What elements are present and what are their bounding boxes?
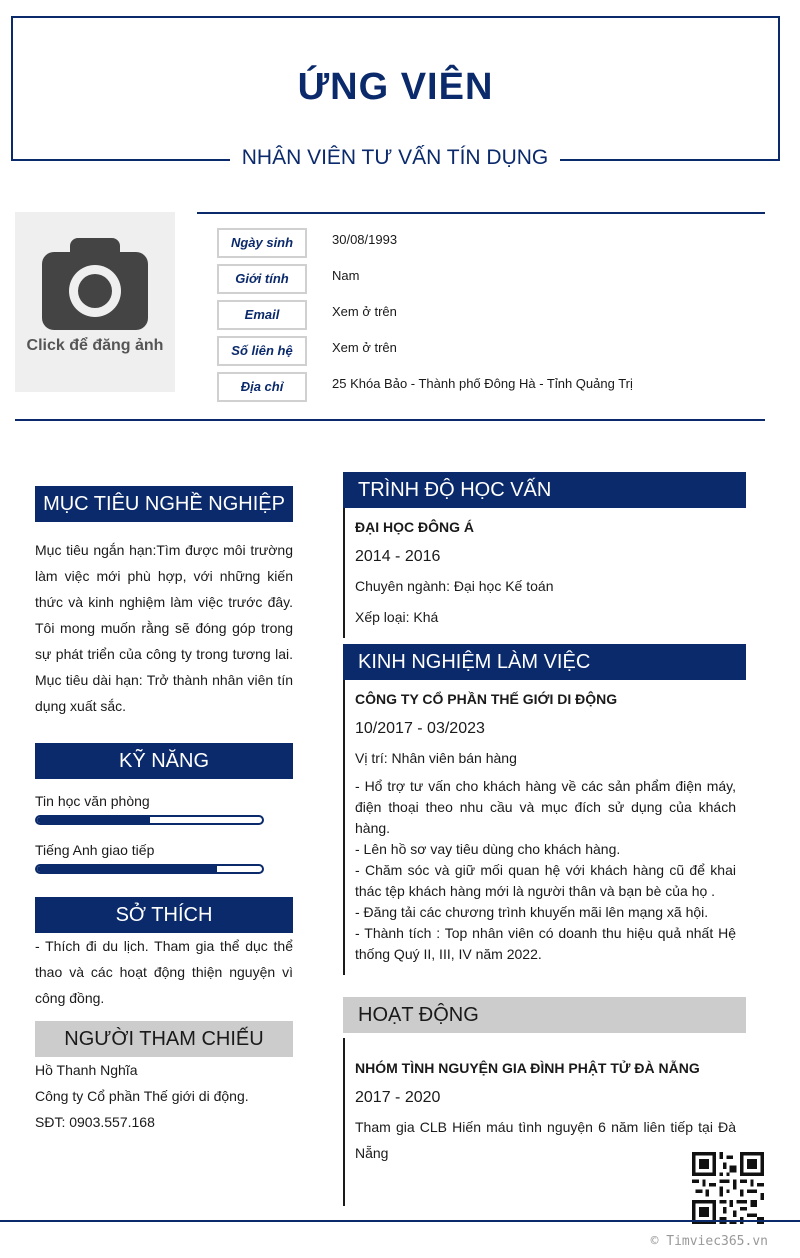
- footer-divider: [0, 1220, 800, 1222]
- education-title: TRÌNH ĐỘ HỌC VẤN: [343, 472, 746, 508]
- experience-desc-line: - Đăng tải các chương trình khuyến mãi lên mạng xã hội.: [355, 904, 709, 920]
- activities-desc: Tham gia CLB Hiến máu tình nguyện 6 năm liên tiếp tại Đà Nẵng: [355, 1119, 736, 1161]
- reference-company: Công ty Cổ phần Thế giới di động.: [35, 1088, 249, 1104]
- experience-desc-line: - Thành tích : Top nhân viên có doanh thu hiệu quả nhất Hệ thống Quý II, III, IV năm 2022.: [355, 925, 736, 962]
- info-value: Xem ở trên: [332, 304, 397, 319]
- skills-title: KỸ NĂNG: [35, 743, 293, 779]
- references-title: NGƯỜI THAM CHIẾU: [35, 1021, 293, 1057]
- activities-line: [343, 1038, 345, 1206]
- reference-name: Hồ Thanh Nghĩa: [35, 1062, 138, 1078]
- experience-line: [343, 680, 345, 975]
- info-value: Nam: [332, 268, 360, 283]
- info-divider: [197, 212, 765, 214]
- skill-bar: [35, 864, 264, 874]
- info-label: Số liên hệ: [217, 336, 307, 366]
- info-value: 30/08/1993: [332, 232, 398, 247]
- objective-title: MỤC TIÊU NGHỀ NGHIỆP: [35, 486, 293, 522]
- info-label: Giới tính: [217, 264, 307, 294]
- hobbies-text: - Thích đi du lịch. Tham gia thể dục thể thao và các hoạt động thiện nguyện vì công đồng.: [35, 938, 293, 1006]
- skill-bar-fill: [37, 866, 217, 872]
- info-row-gender: [217, 264, 757, 294]
- experience-title: KINH NGHIỆM LÀM VIỆC: [343, 644, 746, 680]
- qr-code-icon: [692, 1152, 764, 1224]
- experience-desc-line: - Lên hồ sơ vay tiêu dùng cho khách hàng.: [355, 841, 621, 857]
- header-box: [11, 16, 780, 161]
- objective-text: Mục tiêu ngắn hạn:Tìm được môi trường làm việc mới phù hợp, với những kiến thức và kinh nghiệm làm việc trước đây. Tôi mong muốn rằng sẽ đóng góp trong sự phát triển của công ty trong tương lai. Mục tiêu dài hạn: Trở thành nhân viên tín dụng xuất sắc.: [35, 542, 293, 714]
- activities-org: NHÓM TÌNH NGUYỆN GIA ĐÌNH PHẬT TỬ ĐÀ NẴNG: [355, 1060, 700, 1076]
- skill-name: Tin học văn phòng: [35, 793, 150, 809]
- info-value: 25 Khóa Bảo - Thành phố Đông Hà - Tỉnh Quảng Trị: [332, 376, 633, 391]
- reference-phone: SĐT: 0903.557.168: [35, 1114, 155, 1130]
- education-school: ĐẠI HỌC ĐÔNG Á: [355, 519, 474, 535]
- education-line: [343, 508, 345, 638]
- activities-period: 2017 - 2020: [355, 1089, 441, 1106]
- camera-icon: [40, 236, 150, 332]
- experience-desc-line: - Hổ trợ tư vấn cho khách hàng về các sản phẩm điện máy, điện thoại theo nhu cầu và mục đích sử dụng của khách hàng.: [355, 778, 736, 836]
- info-row-dob: [217, 228, 757, 258]
- section-divider: [15, 419, 765, 421]
- education-period: 2014 - 2016: [355, 548, 441, 565]
- skill-name: Tiếng Anh giao tiếp: [35, 842, 155, 858]
- skill-bar: [35, 815, 264, 825]
- footer-credit: © Timviec365.vn: [650, 1234, 768, 1249]
- experience-role: Vị trí: Nhân viên bán hàng: [355, 750, 517, 766]
- experience-period: 10/2017 - 03/2023: [355, 720, 485, 737]
- education-major: Chuyên ngành: Đại học Kế toán: [355, 578, 554, 594]
- photo-upload-label: Click để đăng ảnh: [26, 337, 164, 354]
- info-value: Xem ở trên: [332, 340, 397, 355]
- position-title: NHÂN VIÊN TƯ VẤN TÍN DỤNG: [241, 146, 549, 169]
- info-row-email: [217, 300, 757, 330]
- activities-title: HOẠT ĐỘNG: [343, 997, 746, 1033]
- info-label: Ngày sinh: [217, 228, 307, 258]
- skill-bar-fill: [37, 817, 150, 823]
- position-title-wrap: [230, 143, 560, 173]
- hobbies-title: SỞ THÍCH: [35, 897, 293, 933]
- experience-company: CÔNG TY CỔ PHẦN THẾ GIỚI DI ĐỘNG: [355, 691, 618, 707]
- experience-desc-line: - Chăm sóc và giữ mối quan hệ với khách hàng cũ để khai thác tệp khách hàng mới là người thân và bạn bè của họ .: [355, 862, 736, 899]
- photo-upload[interactable]: [15, 212, 175, 392]
- info-row-address: [217, 372, 757, 402]
- education-grade: Xếp loại: Khá: [355, 609, 439, 625]
- candidate-name: ỨNG VIÊN: [297, 66, 494, 108]
- info-row-phone: [217, 336, 757, 366]
- experience-desc: [355, 776, 736, 965]
- info-label: Email: [217, 300, 307, 330]
- info-label: Địa chỉ: [217, 372, 307, 402]
